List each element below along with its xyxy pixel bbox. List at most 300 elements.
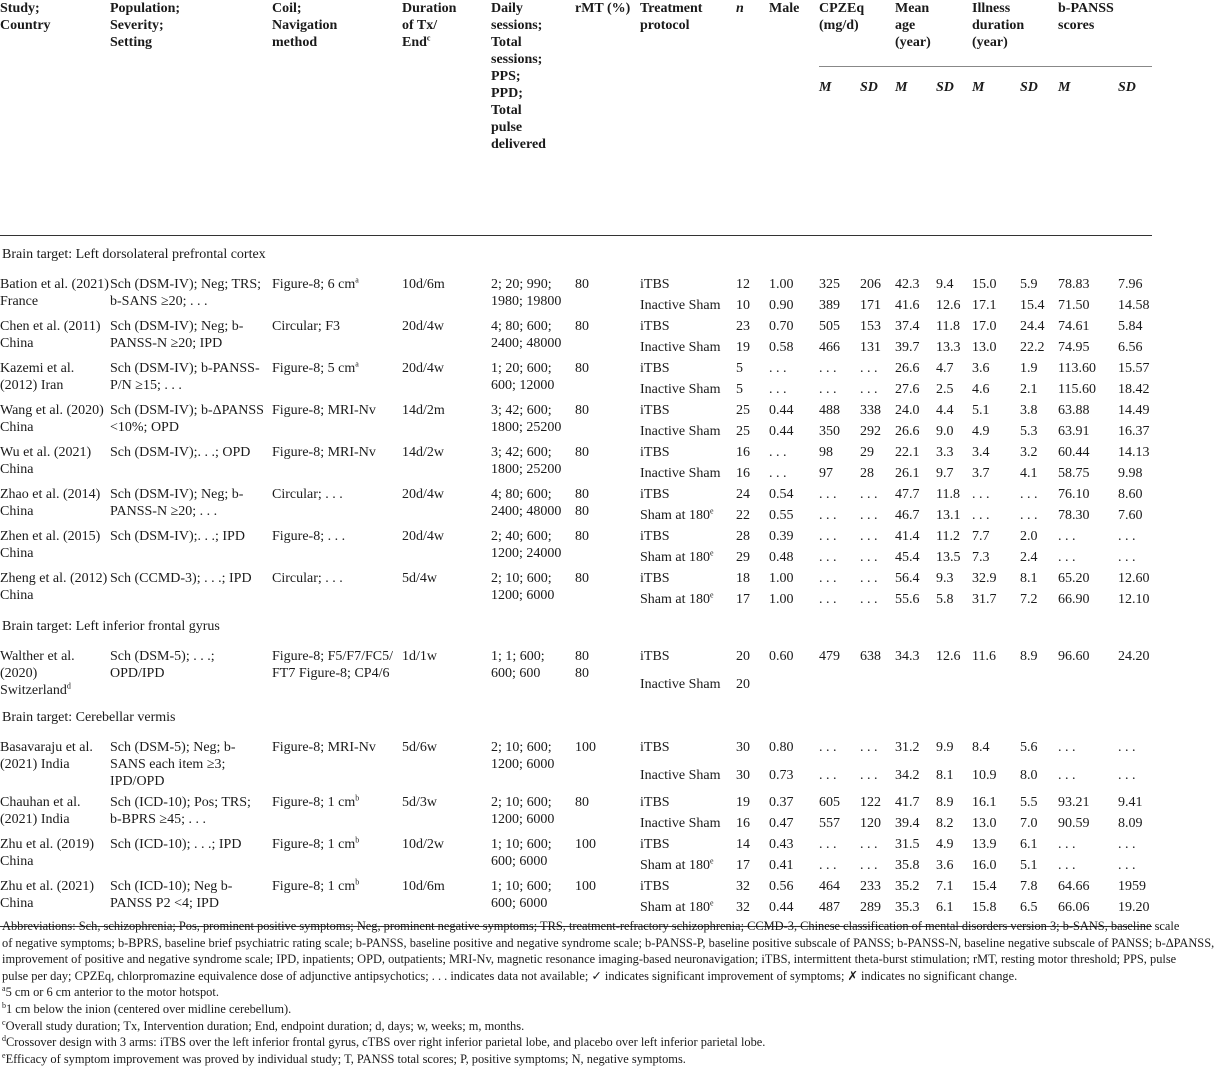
ill-m-cell: 15.8	[972, 900, 997, 915]
n-cell: 24	[736, 487, 750, 502]
panss-sd-cell: 7.60	[1118, 508, 1143, 523]
ill-sd-cell: 5.1	[1020, 858, 1038, 873]
panss-m-cell: 90.59	[1058, 816, 1090, 831]
protocol-header: Treatment protocol	[640, 1, 703, 33]
age-sd-cell	[936, 672, 972, 699]
protocol-cell: Sham at 180e	[640, 856, 714, 873]
duration-cell: 5d/4w	[402, 571, 437, 586]
ill-m-cell: 3.7	[972, 466, 990, 481]
mean-subheader: M	[895, 80, 908, 95]
panss-sd-cell: 5.84	[1118, 319, 1143, 334]
panss-m-cell: . . .	[1058, 740, 1076, 755]
age-m-cell: 31.2	[895, 740, 920, 755]
rmt-cell: 80 80	[575, 649, 589, 681]
ill-sd-cell: 3.2	[1020, 445, 1038, 460]
age-sd-cell: 13.3	[936, 340, 961, 355]
daily-sessions-cell: 3; 42; 600; 1800; 25200	[491, 403, 562, 435]
coil-cell: Figure-8; 1 $cm^b$	[272, 835, 360, 852]
panss-m-cell: 74.61	[1058, 319, 1090, 334]
age-m-cell: 34.3	[895, 649, 920, 664]
superscript-mark: d	[66, 681, 71, 691]
ill-sd-cell: 2.1	[1020, 382, 1038, 397]
male-cell: 0.56	[769, 879, 794, 894]
duration-cell: 20d/4w	[402, 529, 444, 544]
ill-m-cell: 7.3	[972, 550, 990, 565]
cpz-m-cell: 98	[819, 445, 833, 460]
n-cell: 16	[736, 816, 750, 831]
superscript-mark: b	[355, 877, 360, 887]
male-cell: 0.48	[769, 550, 794, 565]
duration-cell: 10d/6m	[402, 879, 445, 894]
study-cell: Basavaraju et al. (2021) India	[0, 740, 93, 772]
panss-sd-cell	[1118, 672, 1152, 699]
protocol-cell: iTBS	[640, 487, 670, 502]
male-cell: 1.00	[769, 571, 794, 586]
rmt-cell: 80	[575, 571, 589, 586]
protocol-cell: iTBS	[640, 571, 670, 586]
daily-sessions-cell: 1; 10; 600; 600; 6000	[491, 879, 552, 911]
ill-m-cell: 15.0	[972, 277, 997, 292]
n-cell: 23	[736, 319, 750, 334]
population-header: Population; Severity; Setting	[110, 1, 181, 50]
footnote-mark: d	[2, 1034, 6, 1044]
daily-sessions-cell: 4; 80; 600; 2400; 48000	[491, 319, 562, 351]
panss-m-cell: 63.88	[1058, 403, 1090, 418]
table-row	[0, 566, 1152, 587]
cpz-sd-cell: 28	[860, 466, 874, 481]
age-sd-cell: 13.5	[936, 550, 961, 565]
cpz-m-cell: 466	[819, 340, 840, 355]
protocol-cell: Sham at 180e	[640, 898, 714, 915]
cpz-m-cell: . . .	[819, 529, 837, 544]
male-cell: 0.80	[769, 740, 794, 755]
protocol-cell: Inactive Sham	[640, 298, 721, 313]
age-sd-cell: 8.2	[936, 816, 954, 831]
population-cell: Sch (ICD-10); . . .; IPD	[110, 837, 242, 852]
ill-sd-cell: 8.9	[1020, 649, 1038, 664]
panss-m-cell: 64.66	[1058, 879, 1090, 894]
protocol-cell: Inactive Sham	[640, 382, 721, 397]
protocol-cell: iTBS	[640, 837, 670, 852]
panss-m-cell: 65.20	[1058, 571, 1090, 586]
superscript-mark: e	[710, 856, 714, 866]
panss-sd-cell: 8.09	[1118, 816, 1143, 831]
ill-sd-cell: 22.2	[1020, 340, 1045, 355]
daily-sessions-cell: 2; 20; 990; 1980; 19800	[491, 277, 562, 309]
age-sd-cell: 9.4	[936, 277, 954, 292]
population-cell: Sch (CCMD-3); . . .; IPD	[110, 571, 252, 586]
ill-sd-cell: 6.5	[1020, 900, 1038, 915]
protocol-cell: iTBS	[640, 277, 670, 292]
male-cell: 0.58	[769, 340, 794, 355]
sd-subheader: SD	[1118, 80, 1136, 95]
study-cell: Chen et al. (2011) China	[0, 319, 101, 351]
duration-cell: 14d/2m	[402, 403, 445, 418]
panss-m-cell: 71.50	[1058, 298, 1090, 313]
cpz-sd-cell: . . .	[860, 361, 878, 376]
population-cell: Sch (DSM-IV); Neg; b-PANSS-N ≥20; IPD	[110, 319, 244, 351]
male-cell: . . .	[769, 361, 787, 376]
cpz-sd-cell: . . .	[860, 740, 878, 755]
male-cell: 1.00	[769, 277, 794, 292]
age-m-cell: 26.6	[895, 424, 920, 439]
male-cell: 0.73	[769, 768, 794, 784]
cpz-m-cell: 605	[819, 795, 840, 810]
n-cell: 19	[736, 795, 750, 810]
duration-cell: 20d/4w	[402, 487, 444, 502]
section-row	[0, 608, 1152, 639]
ill-sd-cell	[1020, 672, 1058, 699]
table-row	[0, 874, 1152, 895]
cpz-m-cell: 97	[819, 466, 833, 481]
study-cell: Zheng et al. (2012) China	[0, 571, 108, 603]
n-cell: 16	[736, 445, 750, 460]
duration-cell: 20d/4w	[402, 361, 444, 376]
cpz-m-cell: . . .	[819, 382, 837, 397]
study-cell: Zhen et al. (2015) China	[0, 529, 101, 561]
panss-sd-cell: 14.13	[1118, 445, 1150, 460]
n-cell: 29	[736, 550, 750, 565]
age-sd-cell: 12.6	[936, 298, 961, 313]
protocol-cell: Sham at 180e	[640, 548, 714, 565]
age-m-cell: 47.7	[895, 487, 920, 502]
duration-cell: 10d/6m	[402, 277, 445, 292]
duration-cell: 14d/2w	[402, 445, 444, 460]
male-cell	[769, 672, 819, 699]
age-sd-cell: 3.3	[936, 445, 954, 460]
superscript-mark: c	[426, 33, 431, 43]
male-cell: . . .	[769, 445, 787, 460]
abbreviation-line: of negative symptoms; b-BPRS, baseline brief psychiatric rating scale; b-PANSS, baseline positive and negative syndrome scale; b-PANSS-P, baseline positive subscale of PANSS; b-PANSS-N, baseline negative subscale of PANSS; b-ΔPANSS,	[2, 935, 1214, 950]
panss-m-cell: . . .	[1058, 837, 1076, 852]
ill-sd-cell: 5.6	[1020, 740, 1038, 755]
cpz-m-cell: . . .	[819, 858, 837, 873]
panss-m-cell: 66.90	[1058, 592, 1090, 607]
panss-sd-cell: 1959	[1118, 879, 1147, 894]
table-body	[0, 236, 1152, 928]
section-title: Brain target: Left inferior frontal gyrus	[2, 619, 220, 634]
male-cell: 1.00	[769, 592, 794, 607]
protocol-cell: Inactive Sham	[640, 340, 721, 355]
daily-sessions-cell: 2; 10; 600; 1200; 6000	[491, 571, 555, 603]
daily-sessions-cell: 1; 20; 600; 600; 12000	[491, 361, 555, 393]
panss-m-cell: 115.60	[1058, 382, 1096, 397]
cpz-sd-cell: 131	[860, 340, 881, 355]
cpz-m-cell: 479	[819, 649, 840, 664]
study-cell: Zhao et al. (2014) China	[0, 487, 101, 519]
coil-header: Coil; Navigation method	[272, 1, 338, 50]
study-cell: Kazemi et al. (2012) Iran	[0, 361, 75, 393]
population-cell: Sch (DSM-IV); Neg; b-PANSS-N ≥20; . . .	[110, 487, 244, 519]
footnote-mark: b	[2, 1000, 6, 1010]
male-cell: 0.54	[769, 487, 794, 502]
cpz-sd-cell: 120	[860, 816, 881, 831]
age-m-cell: 27.6	[895, 382, 920, 397]
ill-m-cell	[972, 672, 1020, 699]
panss-m-cell: 74.95	[1058, 340, 1090, 355]
population-cell: Sch (DSM-IV); Neg; TRS; b-SANS ≥20; . . .	[110, 277, 262, 309]
cpz-sd-cell: . . .	[860, 592, 878, 607]
superscript-mark: a	[355, 359, 359, 369]
panss-sd-cell: 8.60	[1118, 487, 1143, 502]
age-m-cell: 41.6	[895, 298, 920, 313]
ill-sd-cell: 7.8	[1020, 879, 1038, 894]
coil-cell: Figure-8; MRI-Nv	[272, 740, 376, 755]
rmt-cell: 80	[575, 319, 589, 334]
ill-sd-cell: 8.0	[1020, 768, 1038, 784]
section-row	[0, 699, 1152, 730]
coil-cell: Circular; F3	[272, 319, 341, 334]
table-row	[0, 730, 1152, 763]
panss-m-cell: 58.75	[1058, 466, 1090, 481]
coil-cell: Figure-8; 6 $cm^a$	[272, 275, 359, 292]
age-sd-cell: 9.3	[936, 571, 954, 586]
ill-m-cell: 3.6	[972, 361, 990, 376]
cpz-m-cell: . . .	[819, 550, 837, 565]
footnote-line: $^e$Efficacy of symptom improvement was proved by individual study; T, PANSS total scores; P, positive symptoms; N, negative symptoms.	[2, 1050, 686, 1066]
cpz-m-cell: 464	[819, 879, 840, 894]
daily-sessions-cell: 2; 40; 600; 1200; 24000	[491, 529, 562, 561]
age-sd-cell: 13.1	[936, 508, 961, 523]
age-sd-cell: 9.7	[936, 466, 954, 481]
cpz-sd-cell: . . .	[860, 550, 878, 565]
n-cell: 25	[736, 424, 750, 439]
table-row	[0, 790, 1152, 811]
coil-cell: Figure-8; 5 $cm^a$	[272, 359, 359, 376]
ill-m-cell: 3.4	[972, 445, 990, 460]
population-cell: Sch (ICD-10); Neg b-PANSS P2 <4; IPD	[110, 879, 233, 911]
age-m-cell: 56.4	[895, 571, 920, 586]
age-sd-cell: 9.9	[936, 740, 954, 755]
footnote-mark: e	[2, 1050, 6, 1060]
age-m-cell: 26.1	[895, 466, 920, 481]
age-m-cell: 39.7	[895, 340, 920, 355]
daily-sessions-header: Daily sessions; Total sessions; PPS; PPD; Total pulse delivered	[491, 1, 546, 152]
cpz-sd-cell: 338	[860, 403, 881, 418]
ill-sd-cell: 2.4	[1020, 550, 1038, 565]
section-title: Brain target: Left dorsolateral prefrontal cortex	[0, 236, 1152, 268]
protocol-cell: Inactive Sham	[640, 677, 721, 693]
cpz-m-cell: . . .	[819, 571, 837, 586]
cpz-sd-cell: 638	[860, 649, 881, 664]
illness-header: Illness duration (year)	[972, 0, 1058, 67]
ill-m-cell: 15.4	[972, 879, 997, 894]
age-m-cell: 55.6	[895, 592, 920, 607]
duration-cell: 5d/6w	[402, 740, 437, 755]
population-cell: Sch (DSM-IV); b-ΔPANSS <10%; OPD	[110, 403, 264, 435]
superscript-mark: e	[710, 506, 714, 516]
ill-m-cell: 7.7	[972, 529, 990, 544]
age-m-cell: 41.4	[895, 529, 920, 544]
n-cell: 12	[736, 277, 750, 292]
cpz-m-cell: . . .	[819, 508, 837, 523]
rmt-cell: 80 80	[575, 487, 589, 519]
ill-sd-cell: 5.3	[1020, 424, 1038, 439]
panss-sd-cell: . . .	[1118, 837, 1136, 852]
protocol-cell: iTBS	[640, 795, 670, 810]
male-cell: 0.70	[769, 319, 794, 334]
ill-m-cell: 4.9	[972, 424, 990, 439]
footnote-mark: a	[2, 984, 6, 994]
cpz-m-cell: . . .	[819, 768, 837, 784]
n-cell: 14	[736, 837, 750, 852]
n-header: n	[736, 1, 744, 16]
panss-m-cell: 66.06	[1058, 900, 1090, 915]
cpz-sd-cell: 206	[860, 277, 881, 292]
footnote-line: $^a$5 cm or 6 cm anterior to the motor hotspot.	[2, 984, 219, 1000]
panss-m-cell: . . .	[1058, 768, 1076, 784]
population-cell: Sch (DSM-5); . . .; OPD/IPD	[110, 649, 215, 681]
n-cell: 5	[736, 361, 743, 376]
daily-sessions-cell: 4; 80; 600; 2400; 48000	[491, 487, 562, 519]
ill-m-cell: 13.0	[972, 340, 997, 355]
panss-m-cell: 113.60	[1058, 361, 1096, 376]
rmt-cell: 80	[575, 403, 589, 418]
ill-sd-cell: 24.4	[1020, 319, 1045, 334]
panss-sd-cell: 9.41	[1118, 795, 1143, 810]
protocol-cell: Inactive Sham	[640, 424, 721, 439]
study-cell: Wang et al. (2020) China	[0, 403, 104, 435]
age-m-cell: 31.5	[895, 837, 920, 852]
cpz-sd-cell: . . .	[860, 571, 878, 586]
cpz-sd-cell: 292	[860, 424, 881, 439]
table-row	[0, 482, 1152, 503]
daily-sessions-cell: 1; 10; 600; 600; 6000	[491, 837, 552, 869]
age-sd-cell: 6.1	[936, 900, 954, 915]
panss-m-cell: 63.91	[1058, 424, 1090, 439]
population-cell: Sch (DSM-IV); b-PANSS-P/N ≥15; . . .	[110, 361, 260, 393]
coil-cell: Figure-8; MRI-Nv	[272, 445, 376, 460]
protocol-cell: Sham at 180e	[640, 506, 714, 523]
superscript-mark: b	[355, 793, 360, 803]
cpz-m-cell	[819, 672, 860, 699]
age-m-cell: 37.4	[895, 319, 920, 334]
male-cell: 0.47	[769, 816, 794, 831]
table-row	[0, 356, 1152, 377]
coil-cell: Figure-8; 1 $cm^b$	[272, 793, 360, 810]
footnote-mark: c	[2, 1017, 6, 1027]
rmt-header: rMT (%)	[575, 1, 631, 16]
age-m-cell: 35.3	[895, 900, 920, 915]
panss-sd-cell: 14.58	[1118, 298, 1150, 313]
panss-sd-cell: . . .	[1118, 768, 1136, 784]
n-cell: 32	[736, 879, 750, 894]
age-sd-cell: 2.5	[936, 382, 954, 397]
ill-sd-cell: 5.9	[1020, 277, 1038, 292]
mean-subheader: M	[1058, 80, 1071, 95]
abbreviation-line: improvement of positive and negative syndrome scale; IPD, inpatients; OPD, outpatients; MRI-Nv, magnetic resonance imaging-based neuronavigation; iTBS, intermittent theta-burst stimulation; rMT, resting motor threshold; PPS, pulse	[2, 952, 1177, 967]
male-cell: 0.39	[769, 529, 794, 544]
age-m-cell: 39.4	[895, 816, 920, 831]
age-sd-cell: 4.7	[936, 361, 954, 376]
cpz-m-cell: . . .	[819, 361, 837, 376]
n-cell: 30	[736, 768, 750, 784]
cpz-sd-cell: . . .	[860, 858, 878, 873]
male-cell: 0.90	[769, 298, 794, 313]
panss-sd-cell: 24.20	[1118, 649, 1150, 664]
male-cell: 0.44	[769, 900, 794, 915]
ill-m-cell: 17.0	[972, 319, 997, 334]
age-sd-cell: 9.0	[936, 424, 954, 439]
age-m-cell: 45.4	[895, 550, 920, 565]
protocol-cell: Sham at 180e	[640, 590, 714, 607]
duration-cell: 20d/4w	[402, 319, 444, 334]
rmt-cell: 100	[575, 837, 596, 852]
ill-sd-cell: 15.4	[1020, 298, 1045, 313]
footnote-line: $^c$Overall study duration; Tx, Intervention duration; End, endpoint duration; d, days; w, weeks; m, months.	[2, 1017, 525, 1033]
age-sd-cell: 3.6	[936, 858, 954, 873]
panss-m-cell: 78.30	[1058, 508, 1090, 523]
ill-m-cell: 13.9	[972, 837, 997, 852]
age-sd-cell: 5.8	[936, 592, 954, 607]
protocol-cell: iTBS	[640, 879, 670, 894]
ill-sd-cell: 6.1	[1020, 837, 1038, 852]
protocol-cell: iTBS	[640, 649, 670, 664]
study-header: Study; Country	[0, 1, 51, 33]
coil-cell: Figure-8; . . .	[272, 529, 346, 544]
study-cell: Zhu et al. (2021) China	[0, 879, 95, 911]
ill-m-cell: . . .	[972, 508, 990, 523]
section-row	[0, 236, 1152, 268]
age-m-cell: 35.8	[895, 858, 920, 873]
panss-sd-cell: 18.42	[1118, 382, 1150, 397]
n-cell: 5	[736, 382, 743, 397]
coil-cell: Circular; . . .	[272, 571, 343, 586]
superscript-mark: e	[710, 548, 714, 558]
daily-sessions-cell: 2; 10; 600; 1200; 6000	[491, 795, 555, 827]
cpz-m-cell: 505	[819, 319, 840, 334]
rmt-cell: 80	[575, 795, 589, 810]
daily-sessions-cell: 3; 42; 600; 1800; 25200	[491, 445, 562, 477]
protocol-cell: Inactive Sham	[640, 768, 721, 784]
superscript-mark: e	[710, 898, 714, 908]
rmt-cell: 80	[575, 361, 589, 376]
daily-sessions-cell: 1; 1; 600; 600; 600	[491, 649, 545, 681]
panss-sd-cell: 16.37	[1118, 424, 1150, 439]
male-header: Male	[769, 1, 800, 16]
ill-m-cell: 17.1	[972, 298, 997, 313]
age-sd-cell: 4.4	[936, 403, 954, 418]
age-m-cell: 24.0	[895, 403, 920, 418]
n-cell: 17	[736, 592, 750, 607]
duration-cell: 10d/2w	[402, 837, 444, 852]
male-cell: 0.44	[769, 403, 794, 418]
ill-sd-cell: . . .	[1020, 508, 1038, 523]
age-m-cell: 34.2	[895, 768, 920, 784]
superscript-mark: e	[710, 590, 714, 600]
coil-cell: Figure-8; 1 $cm^b$	[272, 877, 360, 894]
ill-sd-cell: 7.2	[1020, 592, 1038, 607]
cpz-sd-cell	[860, 672, 895, 699]
rmt-cell: 80	[575, 445, 589, 460]
ill-m-cell: 4.6	[972, 382, 990, 397]
protocol-cell: iTBS	[640, 319, 670, 334]
sd-subheader: SD	[936, 80, 954, 95]
table-row	[0, 524, 1152, 545]
cpz-sd-cell: . . .	[860, 768, 878, 784]
ill-m-cell: 16.1	[972, 795, 997, 810]
panss-m-cell: 76.10	[1058, 487, 1090, 502]
population-cell: Sch (DSM-IV);. . .; OPD	[110, 445, 251, 460]
panss-m-cell: 78.83	[1058, 277, 1090, 292]
cpz-sd-cell: . . .	[860, 837, 878, 852]
cpz-m-cell: 325	[819, 277, 840, 292]
daily-sessions-cell: 2; 10; 600; 1200; 6000	[491, 740, 555, 772]
cpz-sd-cell: 153	[860, 319, 881, 334]
male-cell: 0.41	[769, 858, 794, 873]
table-row	[0, 314, 1152, 335]
protocol-cell: iTBS	[640, 740, 670, 755]
